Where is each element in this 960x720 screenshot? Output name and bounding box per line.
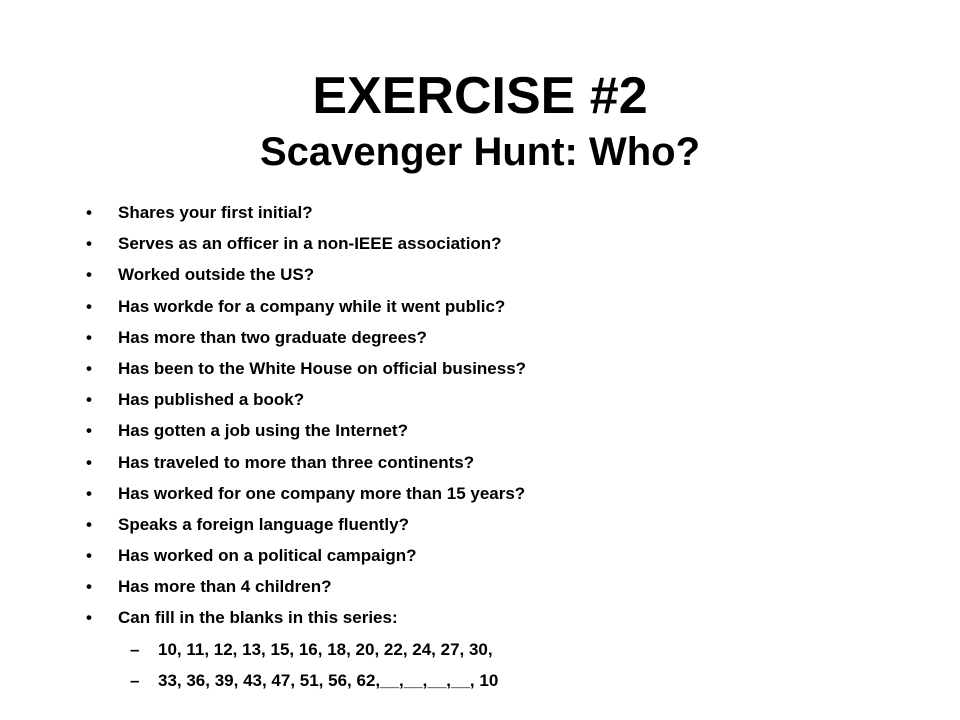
sub-list-item-text: 10, 11, 12, 13, 15, 16, 18, 20, 22, 24, 27, 30, [158, 639, 493, 659]
bullet-icon: • [86, 234, 92, 254]
slide-subtitle: Scavenger Hunt: Who? [259, 130, 701, 174]
list-item [86, 353, 906, 384]
dash-icon: – [130, 670, 140, 690]
list-item-text: Serves as an officer in a non-IEEE association? [118, 234, 502, 254]
dash-icon: – [130, 639, 140, 659]
list-item [86, 384, 906, 415]
list-item [86, 415, 906, 446]
bullet-icon: • [86, 265, 92, 285]
list-item [86, 602, 906, 633]
bullet-icon: • [86, 327, 92, 347]
list-item-text: Speaks a foreign language fluently? [118, 514, 409, 534]
bullet-icon: • [86, 390, 92, 410]
list-item [86, 540, 906, 571]
list-item-text: Has been to the White House on official business? [118, 358, 527, 378]
list-item [86, 197, 906, 228]
title-block [0, 64, 960, 176]
list-item [86, 291, 906, 322]
bullet-icon: • [86, 203, 92, 222]
list-item-text: Has traveled to more than three continents? [118, 452, 475, 472]
sub-list-item [86, 665, 906, 696]
list-item-text: Has worked on a political campaign? [118, 546, 417, 566]
list-item [86, 228, 906, 259]
bullet-icon: • [86, 546, 92, 566]
list-item-text: Worked outside the US? [118, 265, 315, 285]
list-item [86, 478, 906, 509]
bullet-icon: • [86, 358, 92, 378]
bullet-icon: • [86, 514, 92, 534]
list-item-text: Shares your first initial? [118, 203, 313, 222]
bullet-icon: • [86, 608, 92, 628]
question-list [86, 197, 906, 696]
bullet-icon: • [86, 577, 92, 597]
list-item-text: Has more than two graduate degrees? [118, 327, 427, 347]
sub-list-item [86, 634, 906, 665]
sub-list-item-text: 33, 36, 39, 43, 47, 51, 56, 62,__,__,__,__, 10 [158, 670, 499, 690]
bullet-icon: • [86, 421, 92, 441]
bullet-icon: • [86, 483, 92, 503]
list-item-text: Can fill in the blanks in this series: [118, 608, 398, 628]
list-item-text: Has more than 4 children? [118, 577, 332, 597]
list-item [86, 322, 906, 353]
list-item [86, 447, 906, 478]
bullet-icon: • [86, 296, 92, 316]
bullet-icon: • [86, 452, 92, 472]
list-item-text: Has worked for one company more than 15 years? [118, 483, 526, 503]
list-item [86, 509, 906, 540]
slide-title: EXERCISE #2 [312, 67, 648, 125]
list-item [86, 571, 906, 602]
list-item-text: Has gotten a job using the Internet? [118, 421, 408, 441]
list-item [86, 259, 906, 290]
list-item-text: Has workde for a company while it went public? [118, 296, 506, 316]
list-item-text: Has published a book? [118, 390, 305, 410]
